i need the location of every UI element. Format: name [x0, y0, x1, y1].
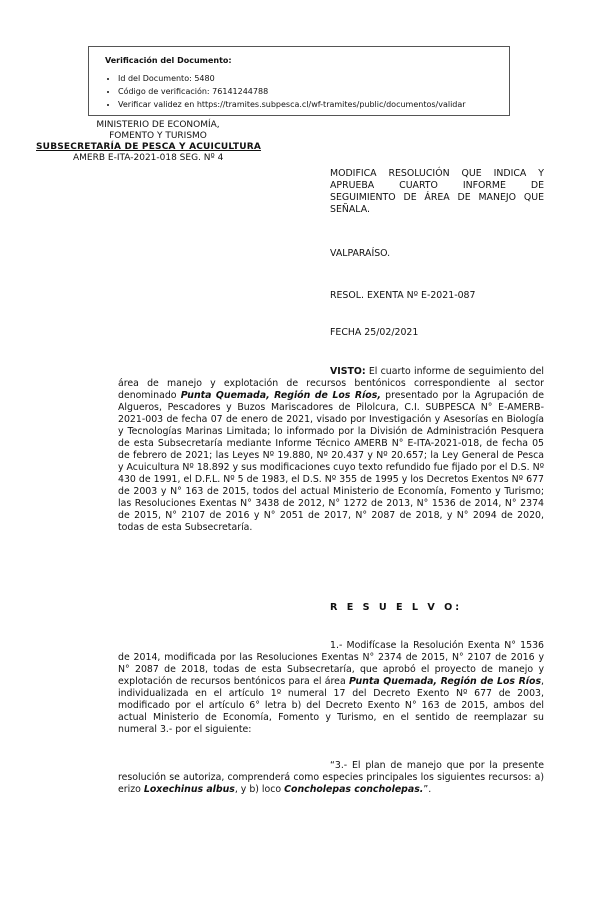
resuelvo-heading: R E S U E L V O:	[330, 602, 463, 613]
verification-title: Verificación del Documento:	[105, 56, 232, 65]
verification-box	[88, 46, 510, 116]
verification-url[interactable]: • Verificar validez en https://tramites.subpesca.cl/wf-tramites/public/documentos/validar	[118, 98, 499, 111]
visto-label: VISTO:	[330, 366, 366, 377]
species-loco: Concholepas concholepas.	[284, 784, 424, 795]
quote-text-3: ”.	[423, 784, 432, 795]
resolution-subject: MODIFICA RESOLUCIÓN QUE INDICA Y APRUEBA CUARTO INFORME DE SEGUIMIENTO DE ÁREA DE MANEJO QUE SEÑALA.	[330, 168, 544, 215]
verification-list	[105, 72, 499, 111]
visto-paragraph	[118, 366, 544, 534]
reference-number: AMERB E-ITA-2021-018 SEG. Nº 4	[73, 153, 224, 163]
resolution-number: RESOL. EXENTA Nº E-2021-087	[330, 290, 476, 301]
ministry-header	[36, 120, 286, 164]
document-id: • Id del Documento: 5480	[118, 72, 499, 85]
ministry-line1: MINISTERIO DE ECONOMÍA,	[96, 120, 220, 130]
city: VALPARAÍSO.	[330, 248, 391, 259]
visto-text-2: presentado por la Agrupación de Algueros, Pescadores y Buzos Mariscadores de Pilolcura, C.I. SUBPESCA N° E-AMERB-2021-003 de fecha 07 de enero de 2021, visado por Investigación y Asesorías en Biología y Tecnologías Marinas Limitada; lo informado por la División de Administración Pesquera de esta Subsecretaría mediante Informe Técnico AMERB N° E-ITA-2021-018, de fecha 05 de febrero de 2021; las Leyes Nº 19.880, Nº 20.437 y Nº 20.657; la Ley General de Pesca y Acuicultura Nº 18.892 y sus modificaciones cuyo texto refundido fue fijado por el D.S. Nº 430 de 1991, el D.F.L. Nº 5 de 1983, el D.S. Nº 355 de 1995 y los Decretos Exentos Nº 677 de 2003 y N° 163 de 2015, todos del actual Ministerio de Economía, Fomento y Turismo; las Resoluciones Exentas N° 3438 de 2012, N° 1272 de 2013, N° 1536 de 2014, N° 2374 de 2015, N° 2107 de 2016 y N° 2051 de 2017, N° 2087 de 2018, y N° 2094 de 2020, todas de esta Subsecretaría.	[118, 390, 544, 533]
species-erizo: Loxechinus albus	[143, 784, 235, 795]
subsecretaria-title: SUBSECRETARÍA DE PESCA Y ACUICULTURA	[36, 142, 262, 152]
quote-text-1: “3.- El plan de manejo que por la presente resolución se autoriza, comprenderá como especies principales los siguientes recursos: a) erizo	[118, 760, 544, 795]
visto-sector: Punta Quemada, Región de Los Ríos,	[180, 390, 381, 401]
quote-text-2: , y b) loco	[234, 784, 285, 795]
article-1-text-2: , individualizada en el artículo 1º numeral 17 del Decreto Exento Nº 677 de 2003, modificado por el artículo 6° letra b) del Decreto Exento N° 163 de 2015, ambos del actual Ministerio de Economía, Fomento y Turismo, en el sentido de reemplazar su numeral 3.- por el siguiente:	[118, 676, 545, 735]
article-1	[118, 640, 544, 736]
ministry-line2: FOMENTO Y TURISMO	[109, 131, 207, 141]
article-quote	[118, 760, 544, 796]
verification-code: • Código de verificación: 76141244788	[118, 85, 499, 98]
article-1-text-1: 1.- Modifícase la Resolución Exenta N° 1536 de 2014, modificada por las Resoluciones Exentas N° 2374 de 2015, N° 2107 de 2016 y N° 2087 de 2018, todas de esta Subsecretaría, que aprobó el proyecto de manejo y explotación de recursos bentónicos para el área	[118, 640, 544, 687]
visto-text-1: El cuarto informe de seguimiento del área de manejo y explotación de recursos bentónicos correspondiente al sector denominado	[118, 366, 544, 401]
article-1-area: Punta Quemada, Región de Los Ríos	[349, 676, 542, 687]
resolution-date: FECHA 25/02/2021	[330, 327, 419, 338]
